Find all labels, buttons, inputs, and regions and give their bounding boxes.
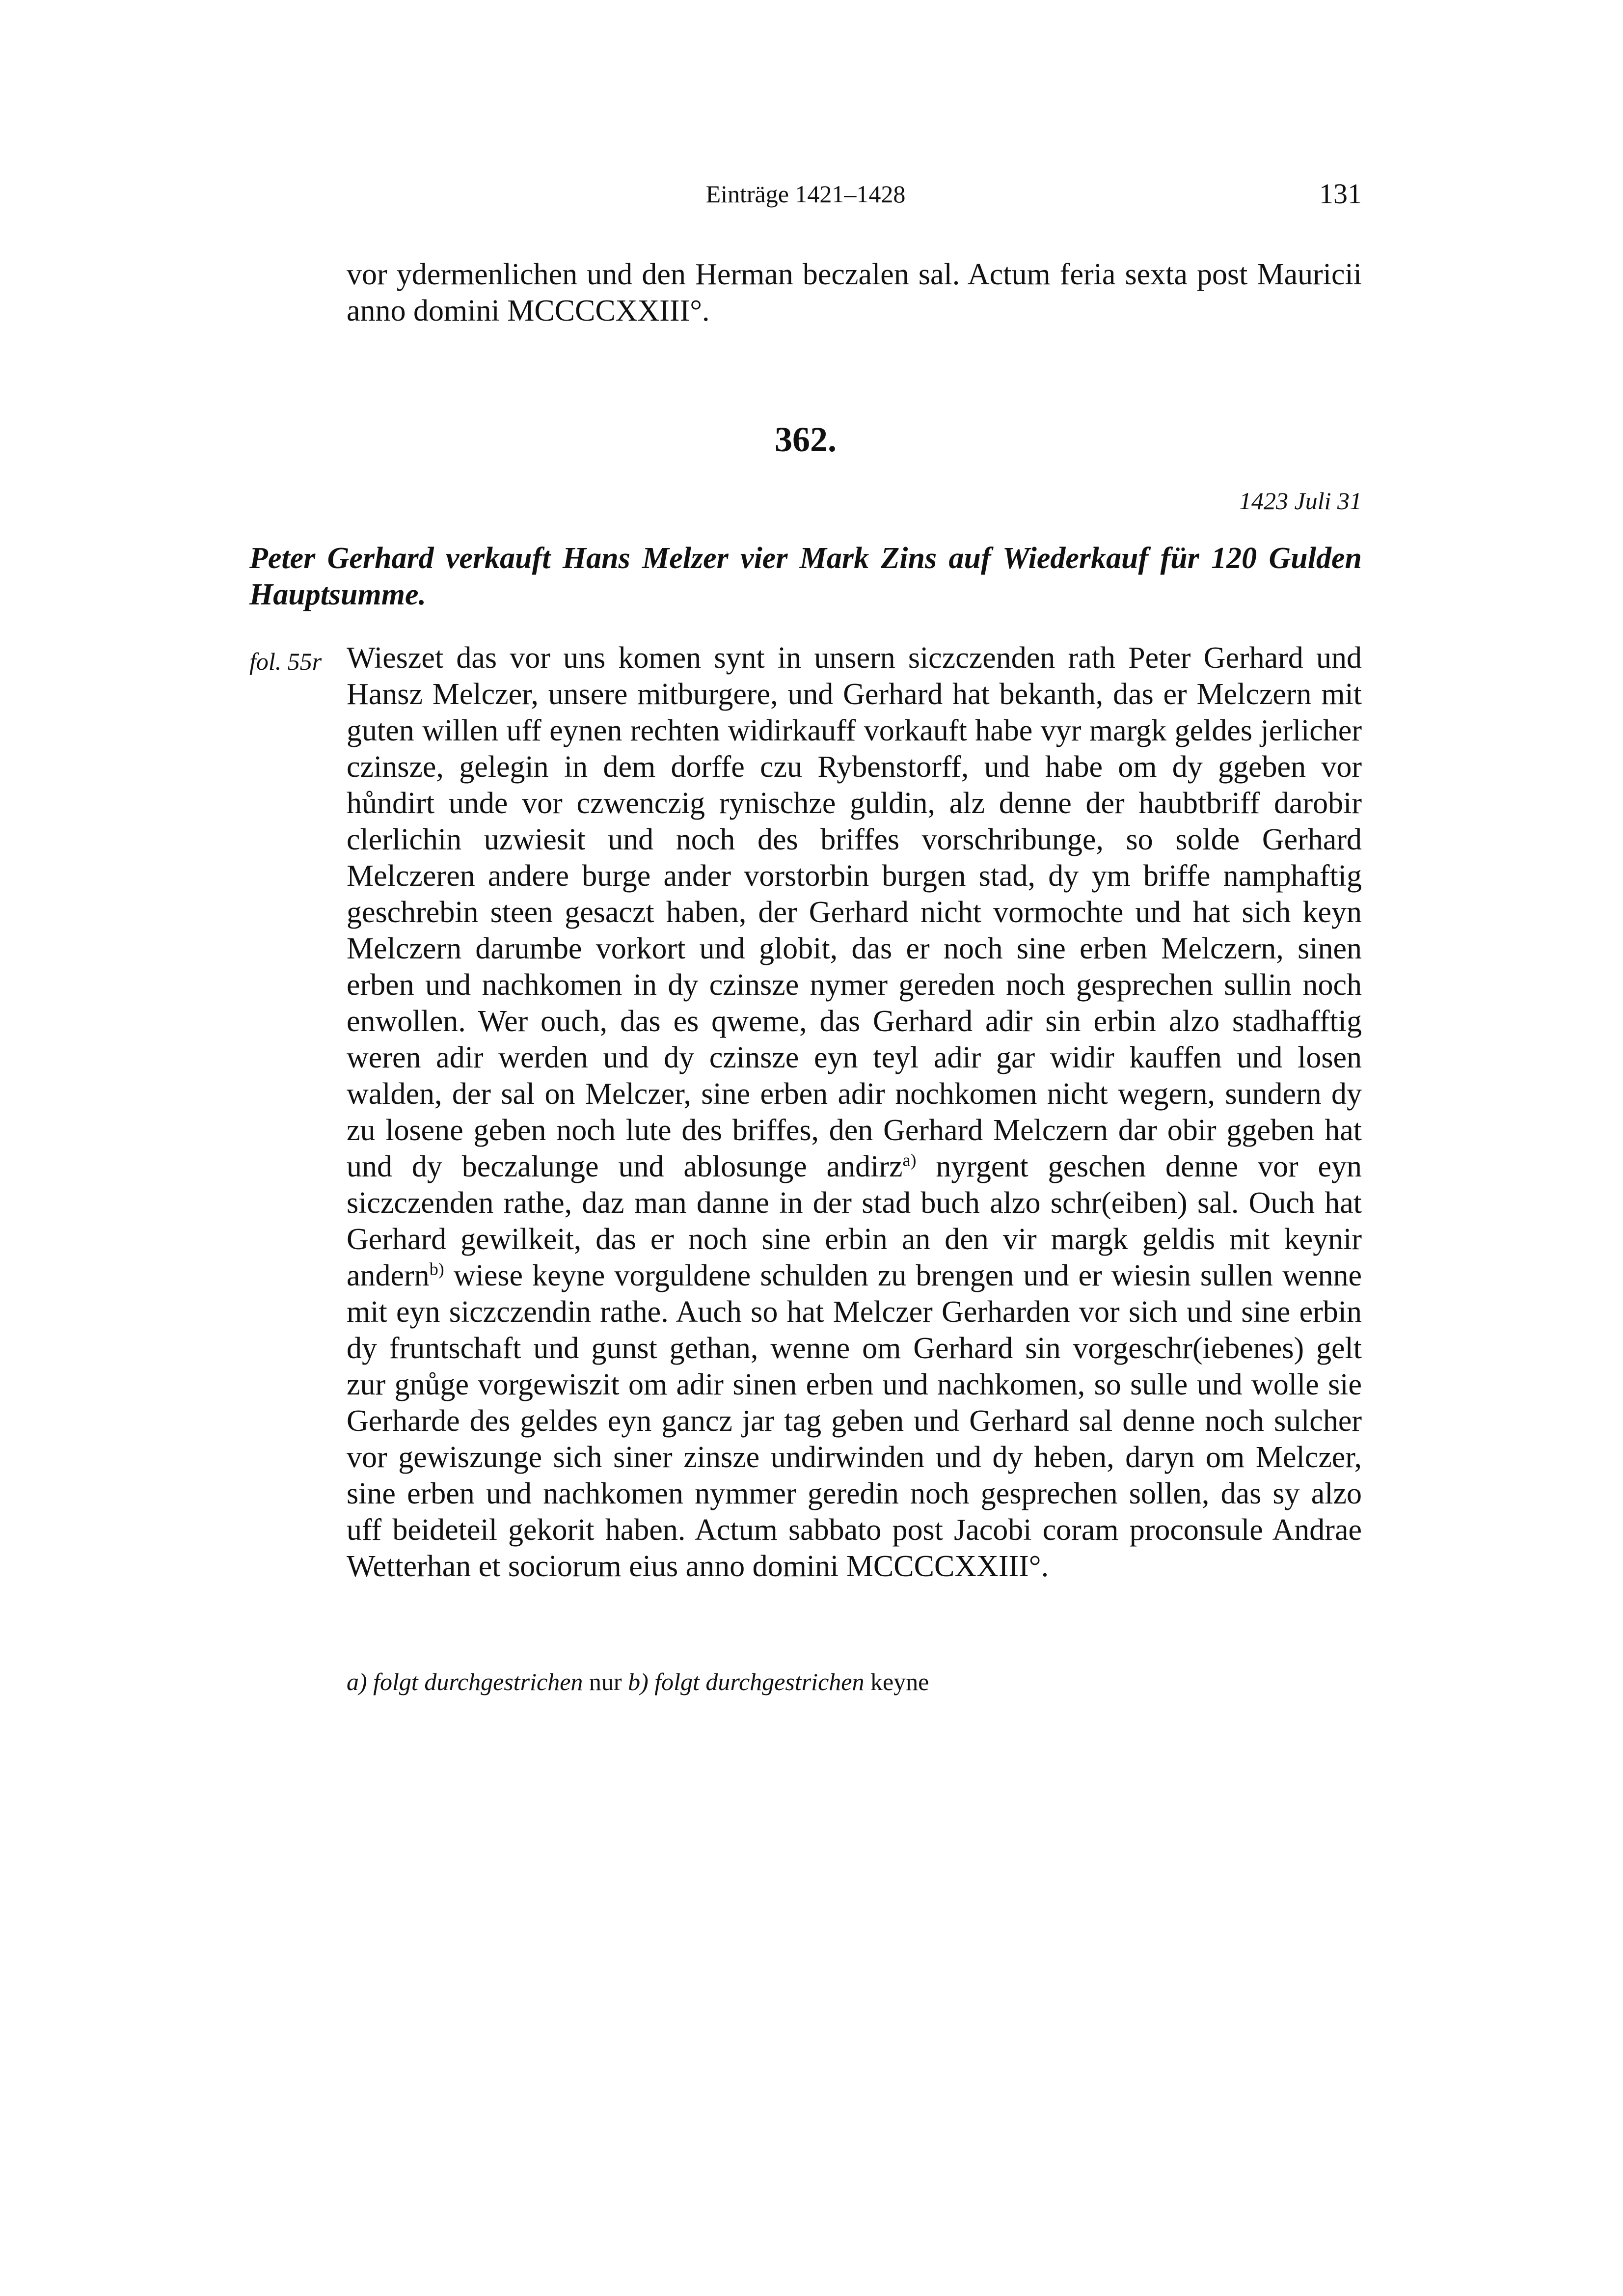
footnote-mark-a: a) [902,1150,917,1170]
entry-main-text [347,640,1362,1585]
continuation-paragraph: vor ydermenlichen und den Herman beczalen sal. Actum feria sexta post Mauricii anno domini MCCCCXXIII°. [347,258,1362,328]
footnote-a-word: nur [589,1668,622,1695]
running-head [249,174,1362,214]
footnote-b-word: keyne [870,1668,929,1695]
main-text-part-3: wiese keyne vorguldene schulden zu brengen und er wiesin sullen wenne mit eyn siczczendin rathe. Auch so hat Melczer Gerharden vor sich und sine erbin dy fruntschaft und gunst gethan, wenne om Gerhard sin vorgeschr(iebenes) gelt zur gnůge vorgewiszit om adir sinen erben und nachkomen, so sulle und wolle sie Gerharde des geldes eyn gancz jar tag geben und Gerhard sal denne noch sulcher vor gewiszunge sich siner zinsze undirwinden und dy heben, daryn om Melczer, sine erben und nachkomen nymmer geredin noch gesprechen sollen, das sy alzo uff beideteil gekorit haben. Actum sabbato post Jacobi coram proconsule Andrae Wetterhan et sociorum eius anno domini MCCCCXXIII°. [347,1259,1362,1583]
footnote-mark-b: b) [429,1259,444,1279]
main-text-part-1: Wieszet das vor uns komen synt in unsern siczczenden rath Peter Gerhard und Hansz Melczer, unsere mitburgere, und Gerhard hat bekanth, das er Melczern mit guten willen uff eynen rechten widirkauff vorkauft habe vyr margk geldes jerlicher czinsze, gelegin in dem dorffe czu Rybenstorff, und habe om dy ggeben vor hůndirt unde vor czwenczig rynischze guldin, alz denne der haubtbriff darobir clerlichin uzwiesit und noch des briffes vorschribunge, so solde Gerhard Melczeren andere burge ander vorstorbin burgen stad, dy ym briffe namphaftig geschrebin steen gesaczt haben, der Gerhard nicht vormochte und hat sich keyn Melczern darumbe vorkort und globit, das er noch sine erben Melczern, sinen erben und nachkomen in dy czinsze nymer gereden noch gesprechen sullin noch enwollen. Wer ouch, das es qweme, das Gerhard adir sin erbin alzo stadhafftig weren adir werden und dy czinsze eyn teyl adir gar widir kauffen und losen walden, der sal on Melczer, sine erben adir nochkomen nicht wegern, sundern dy zu losene geben noch lute des briffes, den Gerhard Melczern dar obir ggeben hat und dy beczalunge und ablosunge andirz [347,641,1362,1183]
entry-regest: Peter Gerhard verkauft Hans Melzer vier Mark Zins auf Wiederkauf für 120 Gulden Hauptsumme. [249,542,1362,611]
footnotes [347,1665,1362,1699]
folio-reference: fol. 55r [249,648,322,675]
entry-number: 362. [775,420,837,459]
page-number: 131 [1319,178,1362,210]
footnote-b-label: b) folgt durchgestrichen [628,1668,865,1695]
entry-date: 1423 Juli 31 [1239,487,1362,515]
footnote-a-label: a) folgt durchgestrichen [347,1668,583,1695]
running-head-title: Einträge 1421–1428 [705,180,906,208]
main-text-part-2: nyrgent geschen denne vor eyn siczczenden rathe, daz man danne in der stad buch alzo schr(eiben) sal. Ouch hat Gerhard gewilkeit, das er noch sine erbin an den vir margk geldis mit keynir andern [347,1150,1362,1292]
